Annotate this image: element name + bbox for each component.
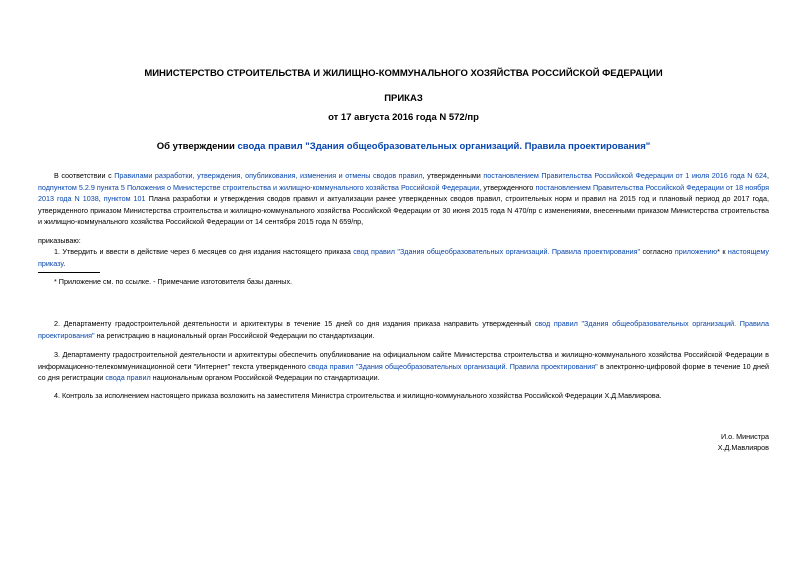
order-word: приказываю:: [38, 236, 81, 245]
title-link[interactable]: свода правил "Здания общеобразовательных организаций. Правила проектирования": [237, 141, 651, 152]
item1-text-4: .: [63, 258, 66, 268]
preamble-text-1: В соответствии с: [54, 171, 115, 180]
item-4: 4. Контроль за исполнением настоящего приказа возложить на заместителя Министра строительства и жилищно-коммунального хозяйства Российской Федерации Х.Д.Мавлиярова.: [54, 391, 662, 400]
item1-text-3: * к: [717, 247, 728, 256]
item1-link-appendix[interactable]: приложению: [674, 247, 718, 256]
item2-text-2: на регистрацию в национальный орган Российской Федерации по стандартизации.: [94, 330, 375, 340]
ministry-heading: МИНИСТЕРСТВО СТРОИТЕЛЬСТВА И ЖИЛИЩНО-КОММУНАЛЬНОГО ХОЗЯЙСТВА РОССИЙСКОЙ ФЕДЕРАЦИИ: [144, 68, 663, 79]
item-3: [38, 349, 769, 384]
footnote-divider: [38, 272, 100, 273]
footnote: * Приложение см. по ссылке. - Примечание изготовителя базы данных.: [54, 277, 293, 286]
item3-text-1: 3. Департаменту градостроительной деятельности и архитектуры обеспечить опубликование на официальном сайте Министерства строительства и жилищно-коммунального хозяйства Российской Федерации в информационно-телекоммуникационной сети "Интернет" текста утвержденного: [38, 350, 769, 371]
date-line: от 17 августа 2016 года N 572/пр: [328, 112, 479, 123]
preamble-text-6: Плана разработки и утверждения сводов правил и актуализации ранее утвержденных сводов правил, строительных норм и правил на 2015 год и плановый период до 2017 года, утвержденного приказом Министерства строительства и жилищно-коммунального хозяйства Российской Федерации от 30 июня 2015 года N 470/пр с изменениями, внесенными приказом Министерства строительства и жилищно-коммунального хозяйства Российской Федерации от 14 сентября 2015 года N 659/пр,: [38, 194, 769, 226]
preamble-text-5: ,: [98, 194, 104, 203]
link-resolution-1038[interactable]: постановлением Правительства Российской Федерации от 18 ноября 2013 года N 1038: [38, 182, 770, 203]
preamble-paragraph: [38, 170, 769, 228]
title-prefix: Об утверждении: [156, 141, 238, 152]
signature-position: И.о. Министра: [720, 432, 769, 441]
preamble-text-3: ,: [767, 171, 769, 180]
item3-text-3: национальным органом Российской Федерации по стандартизации.: [150, 373, 380, 382]
link-clause-101[interactable]: пунктом 101: [103, 194, 146, 203]
link-subclause-529[interactable]: подпунктом 5.2.9 пункта 5 Положения о Министерстве строительства и жилищно-коммунального хозяйства Российской Федерации: [38, 182, 480, 192]
item-2: [38, 318, 769, 341]
item2-text-1: 2. Департаменту градостроительной деятельности и архитектуры в течение 15 дней со дня издания приказа направить утвержденный: [54, 319, 535, 328]
item3-text-2: в электронно-цифровой форме в течение 10 дней со дня регистрации: [38, 361, 769, 382]
item3-link-code-short[interactable]: свода правил: [105, 373, 151, 382]
item1-text-2: согласно: [640, 247, 675, 256]
item1-link-code[interactable]: свод правил "Здания общеобразовательных организаций. Правила проектирования": [353, 247, 641, 256]
item3-link-code[interactable]: свода правил "Здания общеобразовательных организаций. Правила проектирования": [308, 361, 598, 371]
item1-link-order[interactable]: настоящему приказу: [38, 247, 769, 268]
link-rules[interactable]: Правилами разработки, утверждения, опубликования, изменения и отмены сводов правил: [114, 171, 423, 180]
doc-type-heading: ПРИКАЗ: [384, 93, 423, 104]
document-title: [0, 141, 807, 152]
item-1: [38, 246, 769, 269]
link-resolution-624[interactable]: постановлением Правительства Российской Федерации от 1 июля 2016 года N 624: [483, 171, 767, 180]
signature-name: Х.Д.Мавлияров: [717, 443, 769, 452]
item1-text-1: 1. Утвердить и ввести в действие через 6 месяцев со дня издания настоящего приказа: [54, 247, 354, 256]
item2-link-code[interactable]: свод правил "Здания общеобразовательных организаций. Правила проектирования": [38, 319, 769, 340]
preamble-text-4: , утвержденного: [479, 182, 536, 192]
preamble-text-2: , утвержденными: [422, 171, 484, 180]
